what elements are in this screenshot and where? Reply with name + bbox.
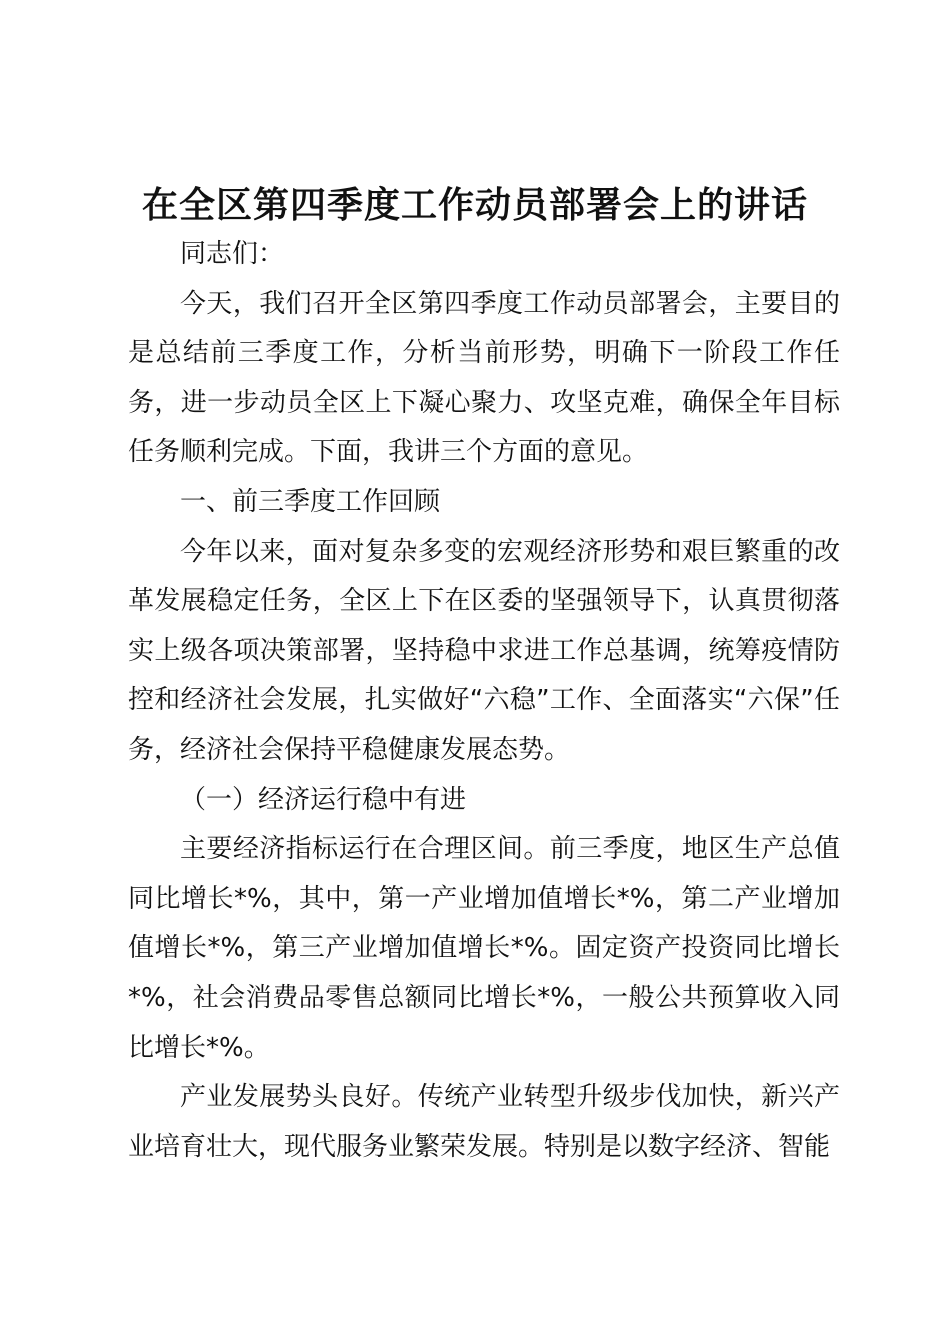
paragraph-industry: 产业发展势头良好。传统产业转型升级步伐加快，新兴产业培育壮大，现代服务业繁荣发展。特别是以数字经济、智能 [128,1082,840,1162]
section-heading-1: 一、前三季度工作回顾 [180,486,441,517]
document-title: 在全区第四季度工作动员部署会上的讲话 [141,185,808,226]
paragraph-review: 今年以来，面对复杂多变的宏观经济形势和艰巨繁重的改革发展稳定任务，全区上下在区委的坚强领导下，认真贯彻落实上级各项决策部署，坚持稳中求进工作总基调，统筹疫情防控和经济社会发展，扎实做好“六稳”工作、全面落实“六保”任务，经济社会保持平稳健康发展态势。 [128,536,840,765]
paragraph-intro: 今天，我们召开全区第四季度工作动员部署会，主要目的是总结前三季度工作，分析当前形势，明确下一阶段工作任务，进一步动员全区上下凝心聚力、攻坚克难，确保全年目标任务顺利完成。下面，我讲三个方面的意见。 [128,288,840,468]
paragraph-indicators: 主要经济指标运行在合理区间。前三季度，地区生产总值同比增长*%，其中，第一产业增加值增长*%，第二产业增加值增长*%，第三产业增加值增长*%。固定资产投资同比增长*%，社会消费品零售总额同比增长*%，一般公共预算收入同比增长*%。 [128,834,840,1063]
document-body [128,230,840,1172]
salutation: 同志们： [180,239,285,269]
subsection-heading-1: （一）经济运行稳中有进 [180,784,467,815]
